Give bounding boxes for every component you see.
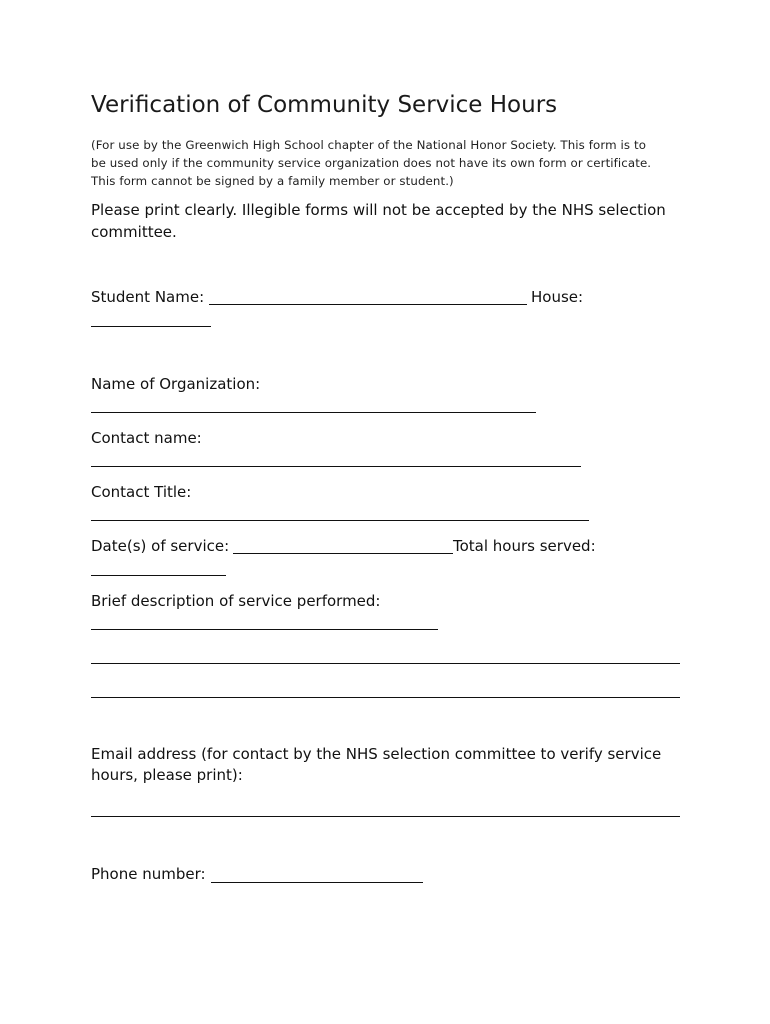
contact-title-label: Contact Title: (91, 483, 192, 501)
description-field-line-3[interactable] (91, 697, 680, 698)
description-label: Brief description of service performed: (91, 592, 381, 610)
page-title: Verification of Community Service Hours (91, 92, 558, 118)
email-label-line-1: Email address (for contact by the NHS selection committee to verify service (91, 745, 662, 763)
phone-field[interactable] (211, 882, 423, 883)
intro-line-3: This form cannot be signed by a family member or student.) (91, 174, 454, 188)
student-name-field[interactable] (209, 304, 527, 305)
total-hours-field[interactable] (91, 575, 226, 576)
organization-field[interactable] (91, 412, 536, 413)
intro-line-2: be used only if the community service organization does not have its own form or certificate. (91, 156, 652, 170)
contact-name-field[interactable] (91, 466, 581, 467)
instruction-line-1: Please print clearly. Illegible forms will not be accepted by the NHS selection (91, 201, 666, 219)
instruction-line-2: committee. (91, 223, 177, 241)
dates-label: Date(s) of service: (91, 537, 230, 555)
house-field[interactable] (91, 326, 211, 327)
organization-label: Name of Organization: (91, 375, 261, 393)
email-label-line-2: hours, please print): (91, 766, 243, 784)
intro-line-1: (For use by the Greenwich High School chapter of the National Honor Society. This form is to (91, 138, 647, 152)
email-field[interactable] (91, 816, 680, 817)
contact-title-field[interactable] (91, 520, 589, 521)
description-field-line-2[interactable] (91, 663, 680, 664)
phone-label: Phone number: (91, 865, 206, 883)
house-label: House: (531, 288, 584, 306)
description-field-line-1[interactable] (91, 629, 438, 630)
total-hours-label: Total hours served: (453, 537, 596, 555)
dates-field[interactable] (233, 553, 453, 554)
contact-name-label: Contact name: (91, 429, 202, 447)
student-name-label: Student Name: (91, 288, 205, 306)
